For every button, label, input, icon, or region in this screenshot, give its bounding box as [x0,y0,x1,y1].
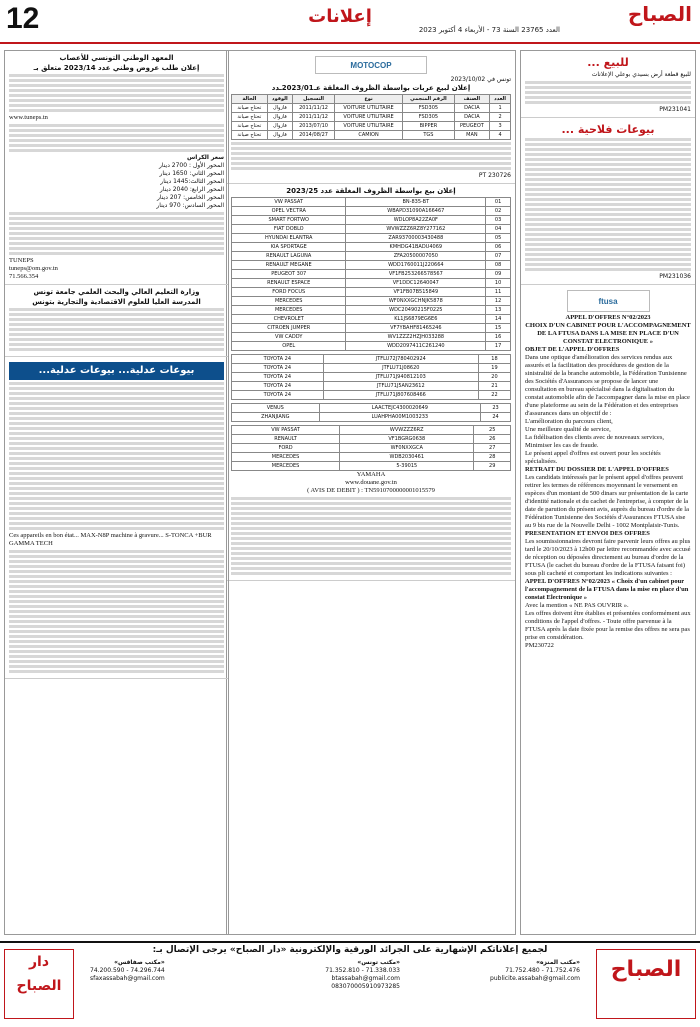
customs-table-1 [231,197,511,351]
ftusa-object: OBJET DE L'APPEL D'OFFRES [525,346,620,353]
table-cell: BN-835-BT [346,198,486,207]
yamaha-label: YAMAHA [356,471,386,478]
footer-logo: الصباح [596,949,696,1019]
placeholder-text-lines [9,124,224,152]
table-row [232,306,511,315]
table-cell: MAN [454,131,490,140]
placeholder-text-lines [525,213,691,271]
placeholder-text-lines [9,550,224,673]
ftusa-paragraph: Avec la mention « NE PAS OUVRIR ». [525,602,629,609]
table-cell: SMART FORTWO [232,216,346,225]
table-row [232,315,511,324]
table-cell: 01 [486,198,511,207]
table-cell: WVWZZZ6RZ8Y277162 [346,225,486,234]
table-cell: JTFLU71J08620 [323,364,478,373]
table-cell: BIPPER [403,122,454,131]
table-row [232,426,511,435]
table-cell: 12 [486,297,511,306]
table-cell: WVWZZZ6RZ [340,426,474,435]
table-cell: 17 [486,342,511,351]
table-cell: MERCEDES [232,306,346,315]
table-cell: 5-39015 [340,462,474,471]
table-cell: VF1DDC12640047 [346,279,486,288]
school-title: وزارة التعليم العالي والبحث العلمي جامعة تونس [33,288,200,296]
ad-code: PM230722 [525,642,554,649]
table-cell: JTFLU71J940812103 [323,373,478,382]
table-cell: LUAHPHA00M1003233 [319,413,481,422]
table-row [232,324,511,333]
price-item: المحور السادس: 970 دينار [156,202,224,209]
table-cell: 4 [490,131,511,140]
table-cell: WDD2097411C261240 [346,342,486,351]
table-cell: 26 [474,435,511,444]
table-header-cell: الرقم المنجمي [403,95,454,104]
motocop-notice [227,51,515,184]
table-row [232,364,511,373]
table-cell: VENUS [232,404,320,413]
table-cell: 18 [478,355,510,364]
tender-website: www.tuneps.tn [9,114,48,121]
table-cell: KL1JS6879EG6E6 [346,315,486,324]
office-email: sfaxassabah@gmail.com [90,975,165,982]
table-cell: 02 [486,207,511,216]
table-cell: VF7YBAHF81465246 [346,324,486,333]
table-row [232,288,511,297]
price-item: المحور الثاني: 1650 دينار [159,170,224,177]
customs-website: www.douane.gov.tn [345,479,397,486]
table-row [232,122,511,131]
table-row [232,444,511,453]
ad-code: PM231041 [659,106,691,113]
table-cell: 24 [481,413,511,422]
table-cell: 28 [474,453,511,462]
table-row [232,113,511,122]
ftusa-paragraph: Le présent appel d'offres est ouvert pour les sociétés spécialisées. [525,450,661,465]
sale-text: للبيع قطعة أرض بسيدي بوعلي الإعلانات [591,71,691,78]
table-header-cell: العدد [490,95,511,104]
table-cell: CAMION [334,131,402,140]
table-cell: MERCEDES [232,297,346,306]
table-cell: CITROEN JUMPER [232,324,346,333]
table-cell: FSD305 [403,113,454,122]
customs-iban: ( AVIS DE DEBIT ) : TN5910700000001015579 [307,487,435,494]
table-cell: WV1ZZZ2HZJH033288 [346,333,486,342]
placeholder-text-lines [9,74,224,112]
agri-notice [521,118,695,285]
french-ad: Ces appareils en bon état... MAX-N8P machine à gravure... S-TONCA +BUR GAMMA TECH [9,532,212,547]
table-row [232,297,511,306]
table-cell: TOYOTA 24 [232,364,324,373]
table-cell: ZFA20500007050 [346,252,486,261]
ftusa-bullet: La fidélisation des clients avec de nouveaux services, [525,434,664,441]
table-header-cell: الصنف [454,95,490,104]
table-cell: 03 [486,216,511,225]
table-cell: 07 [486,252,511,261]
table-cell: 08 [486,261,511,270]
customs-table-4 [231,425,511,471]
ftusa-bullet: L'amélioration du parcours client, [525,418,613,425]
placeholder-text-lines [525,81,691,104]
school-subtitle: المدرسة العليا للعلوم الاقتصادية والتجارية بتونس [32,298,201,306]
table-cell: PEUGEOT 307 [232,270,346,279]
table-cell: 2013/07/10 [293,122,335,131]
table-cell: FORD [232,444,340,453]
office-heading: «مكتب المنزه» [536,959,580,966]
table-header-cell: الحالة [232,95,268,104]
table-cell: KIA SPORTAGE [232,243,346,252]
table-cell: 27 [474,444,511,453]
brand-logo: الصباح [627,2,692,26]
judicial-heading: بيوعات عدلية... بيوعات عدلية... [9,362,224,380]
footer-logo-small: دار الصباح [4,949,74,1019]
table-cell: LAACTEJC4300020649 [319,404,481,413]
price-heading: سعر الكراس [187,154,224,161]
table-cell: 3 [490,122,511,131]
price-item: المحور الثالث:1445 دينار [160,178,224,185]
table-row [232,355,511,364]
table-cell: 09 [486,270,511,279]
footer [0,941,700,1027]
table-row [232,261,511,270]
table-header-cell: نوع [334,95,402,104]
customs-title: إعلان بيع بواسطة الظروف المغلقة عدد 2023/25 [286,187,456,195]
table-row [232,198,511,207]
footer-title: لجميع إعلاناتكم الإشهارية على الجرائد الورقية والإلكترونية «دار الصباح» يرجى الإتصال بـ: [152,945,548,955]
table-cell: DACIA [454,104,490,113]
table-row [232,234,511,243]
sale-heading: للبيع ... [587,56,629,69]
tuneps-label: TUNEPS [9,257,34,264]
table-cell: 2011/11/12 [293,113,335,122]
table-cell: DACIA [454,113,490,122]
customs-table-2 [231,354,511,400]
placeholder-text-lines [231,497,511,575]
table-cell: قازوال [267,104,293,113]
table-row [232,391,511,400]
ftusa-heading: APPEL D'OFFRES N°02/2023 [565,314,651,321]
hospital-tender [5,51,228,285]
ad-code: PM231036 [659,273,691,280]
customs-notice [227,184,515,581]
table-cell: قازوال [267,122,293,131]
table-cell: 1 [490,104,511,113]
ftusa-bullet: Une meilleure qualité de service, [525,426,611,433]
price-list [9,162,224,210]
office-email: publicite.assabah@gmail.com [490,975,580,982]
school-notice [5,285,228,357]
ftusa-paragraph: Les soumissionnaires devront faire parvenir leurs offres au plus tard le 20/10/2023 à 12h00 par lettre recommandée avec accusé de réception ou déposées directement au bureau d'ordre de la FTUSA (le cachet du bureau d'ordre de la FTUSA faisant foi) sous pli cacheté et comportant les indications suivantes : [525,538,691,577]
price-item: المحور الأول : 2700 دينار [158,162,224,169]
table-cell: تحتاج صيانة [232,122,268,131]
table-cell: 04 [486,225,511,234]
table-row [232,243,511,252]
office-menzah [490,959,580,983]
table-cell: RENAULT [232,435,340,444]
ftusa-title: CHOIX D'UN CABINET POUR L'ACCOMPAGNEMENT DE LA FTUSA DANS LA MISE EN PLACE D'UN CONSTAT ELECTRONIQUE » [525,322,691,345]
table-cell: TGS [403,131,454,140]
table-cell: 2011/11/12 [293,104,335,113]
tender-email: tuneps@om.gov.tn [9,265,58,272]
right-column [520,50,696,935]
office-heading: «مكتب صفاقس» [114,959,165,966]
table-cell: WF0NXXGCA [340,444,474,453]
ftusa-bullet: Minimiser les cas de fraude. [525,442,599,449]
placeholder-text-lines [9,382,224,530]
table-cell: OPEL VECTRA [232,207,346,216]
table-row [232,373,511,382]
table-cell: 13 [486,306,511,315]
table-row [232,216,511,225]
table-cell: تحتاج صيانة [232,104,268,113]
page-number: 12 [6,2,40,35]
office-phone: 71.752.476 - 71.752.480 [505,967,580,974]
table-cell: 11 [486,288,511,297]
table-cell: 05 [486,234,511,243]
ftusa-paragraph: Dans une optique d'amélioration des services rendus aux assurés et la facilitation des procédures de gestion de la sinistralité de la branche automobile, la Fédération Tunisienne des Sociétés d'Assurances se propose de lancer une consultation en bureau spécialisé dans la digitalisation du constat automobile afin de l'accompagner dans la mise en place d'une plateforme au sein de la Fédération et des entreprises d'assurances dans un objectif de : [525,354,690,417]
office-sfax [90,959,165,983]
table-cell: TOYOTA 24 [232,391,324,400]
price-item: المحور الرابع: 2040 دينار [159,186,224,193]
table-cell: 10 [486,279,511,288]
table-cell: WBAPD31090A166467 [346,207,486,216]
table-row [232,462,511,471]
table-cell: 29 [474,462,511,471]
table-cell: HYUNDAI ELANTRA [232,234,346,243]
table-cell: CHEVROLET [232,315,346,324]
table-cell: FIAT DOBLO [232,225,346,234]
placeholder-text-lines [9,308,224,351]
table-row [232,333,511,342]
bank-rib: 083070005910973285 [331,983,400,990]
table-cell: PEUGEOT [454,122,490,131]
table-cell: تحتاج صيانة [232,131,268,140]
table-cell: KMHDG41BADU4069 [346,243,486,252]
hospital-subtitle: إعلان طلب عروض وطني عدد 2023/14 متعلق بـ [33,64,200,72]
table-cell: تحتاج صيانة [232,113,268,122]
table-cell: OPEL [232,342,346,351]
ftusa-paragraph: Les candidats intéressés par le présent appel d'offres peuvent retirer les termes de références moyennant le versement en espèces d'un montant de 500 dinars sur présentation de la carte d'identité nationale et du cachet de l'entreprise, à compter de la date de parution du présent avis, auprès du bureau d'ordre de la Fédération Tunisienne des Sociétés d'Assurances FTUSA sise au 9 bis rue de la Nouvelle Delhi - 1002 Montplaisir-Tunis. [525,474,689,529]
table-row [232,252,511,261]
placeholder-text-lines [231,142,511,170]
table-header-cell: الوقود [267,95,293,104]
customs-table-3 [231,403,511,422]
table-cell: TOYOTA 24 [232,382,324,391]
office-phone: 74.296.744 - 74.200.590 [90,967,165,974]
placeholder-text-lines [9,212,224,255]
table-cell: VOITURE UTILITAIRE [334,122,402,131]
table-cell: VOITURE UTILITAIRE [334,113,402,122]
table-cell: 19 [478,364,510,373]
table-cell: 2014/08/27 [293,131,335,140]
table-cell: RENAULT LAGUNA [232,252,346,261]
table-header-cell: التسجيل [293,95,335,104]
table-cell: ZAR93700003430488 [346,234,486,243]
table-cell: WDD1760011J220664 [346,261,486,270]
table-cell: قازوال [267,113,293,122]
table-cell: MERCEDES [232,462,340,471]
table-cell: TOYOTA 24 [232,373,324,382]
sale-notice [521,51,695,118]
table-cell: VOITURE UTILITAIRE [334,104,402,113]
ftusa-logo: ftusa [567,290,650,312]
issue-line: العدد 23765 السنة 73 - الأربعاء 4 أكتوبر 2023 [418,26,560,34]
table-cell: قازوال [267,131,293,140]
table-cell: 15 [486,324,511,333]
table-cell: 16 [486,333,511,342]
table-cell: RENAULT ESPACE [232,279,346,288]
table-row [232,270,511,279]
judicial-sales [5,357,228,679]
table-cell: VF1FB07B515849 [346,288,486,297]
table-cell: JTFLU71J5AN23612 [323,382,478,391]
table-row [232,131,511,140]
tender-phone: 71.566.354 [9,273,39,280]
table-cell: FORD FOCUS [232,288,346,297]
section-title: إعلانات [308,6,372,27]
masthead [0,0,700,44]
table-cell: WDB2030461 [340,453,474,462]
table-row [232,404,511,413]
table-cell: VW PASSAT [232,426,340,435]
table-cell: 20 [478,373,510,382]
hospital-title: المعهد الوطني التونسي للأعصاب [59,54,174,62]
notice-date: تونس في 2023/10/02 [450,76,511,83]
price-item: المحور الخامس: 207 دينار [157,194,224,201]
office-phone: 71.338.033 - 71.352.810 [325,967,400,974]
table-cell: RENAULT MEGANE [232,261,346,270]
table-cell: 22 [478,391,510,400]
table-row [232,207,511,216]
middle-column [226,50,516,935]
table-row [232,279,511,288]
ftusa-paragraph: APPEL D'OFFRES N°02/2023 « Choix d'un cabinet pour l'accompagnement de la FTUSA dans la mise en place d'un constat Electronique » [525,578,689,601]
table-row [232,225,511,234]
table-cell: 21 [478,382,510,391]
table-cell: TOYOTA 24 [232,355,324,364]
office-email: btassabah@gmail.com [331,975,400,982]
table-cell: FSD305 [403,104,454,113]
table-cell: 2 [490,113,511,122]
table-row [232,435,511,444]
ftusa-paragraph: Les offres doivent être établies et présentées conformément aux conditions de l'appel d'offres. - Toute offre parvenue à la FTUSA après la date fixée pour la remise des offres ne sera pas prise en considération. [525,610,691,641]
table-cell: VW PASSAT [232,198,346,207]
table-cell: VW CADDY [232,333,346,342]
table-cell: VF1BGRG0638 [340,435,474,444]
table-cell: 25 [474,426,511,435]
table-cell: JTFLU72J780402924 [323,355,478,364]
table-cell: VF1FB253266578567 [346,270,486,279]
left-column [4,50,229,935]
ftusa-subheading: RETRAIT DU DOSSIER DE L'APPEL D'OFFRES [525,466,669,473]
company-logo: MOTOCOP [315,56,427,74]
office-tunis [325,959,400,991]
ftusa-subheading: PRESENTATION ET ENVOI DES OFFRES [525,530,650,537]
table-cell: JTFLU71J807608466 [323,391,478,400]
placeholder-text-lines [525,138,691,211]
table-cell: 14 [486,315,511,324]
table-cell: ZHANJIANG [232,413,320,422]
vehicles-table [231,94,511,140]
table-cell: 23 [481,404,511,413]
table-cell: WDLOP8A22ZA0F [346,216,486,225]
table-row [232,413,511,422]
table-row [232,104,511,113]
table-cell: WDC20490215F0225 [346,306,486,315]
table-cell: 06 [486,243,511,252]
table-cell: WF0NXXGCHNJK5878 [346,297,486,306]
table-row [232,342,511,351]
notice-title: إعلان لبيع عربات بواسطة الظروف المغلقة عـ2023/01ـدد [271,84,471,92]
office-heading: «مكتب تونس» [357,959,400,966]
agri-heading: بيوعات فلاحية ... [561,123,655,136]
table-cell: MERCEDES [232,453,340,462]
table-row [232,382,511,391]
table-row [232,453,511,462]
ftusa-notice [521,285,695,653]
ad-code: PT 230726 [478,172,511,179]
